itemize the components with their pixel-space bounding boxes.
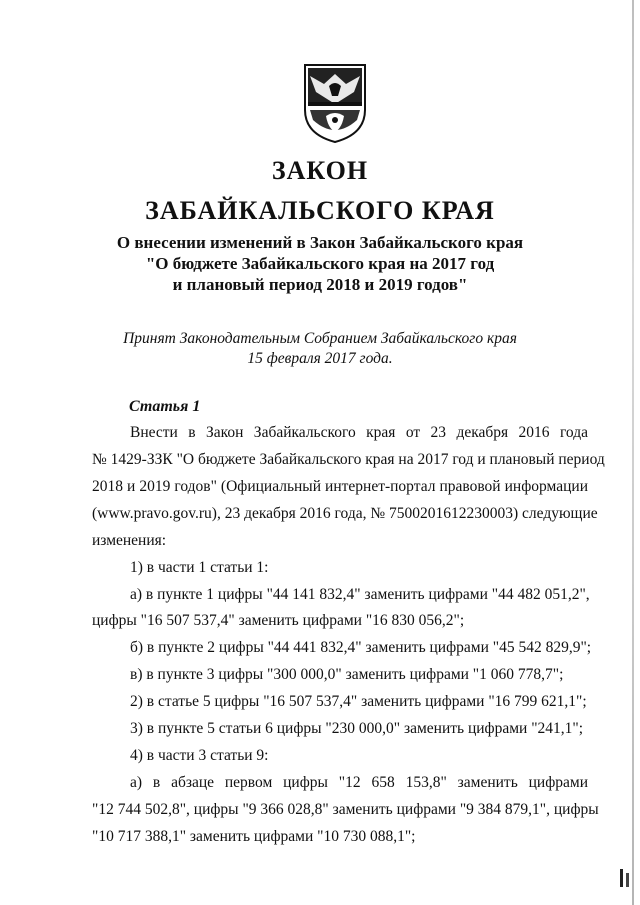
body-line: 4) в части 3 статьи 9: [130,747,269,764]
subtitle-line-2: "О бюджете Забайкальского края на 2017 год [145,254,495,273]
body-line: 3) в пункте 5 статьи 6 цифры "230 000,0" заменить цифрами "241,1"; [130,720,584,737]
subtitle-line-3: и плановый период 2018 и 2019 годов" [172,275,468,294]
subtitle-line-1: О внесении изменений в Закон Забайкальского края [116,233,524,252]
accepted-line-1: Принят Законодательным Собранием Забайкальского края [123,330,517,347]
coat-of-arms-icon [302,62,368,144]
law-title: ЗАКОН [271,156,369,185]
body-line: б) в пункте 2 цифры "44 441 832,4" заменить цифрами "45 542 829,9"; [130,639,592,656]
body-line: Внести в Закон Забайкальского края от 23 декабря 2016 года [130,424,588,441]
scan-edge [632,0,634,905]
body-line: в) в пункте 3 цифры "300 000,0" заменить цифрами "1 060 778,7"; [130,666,564,683]
body-line: а) в абзаце первом цифры "12 658 153,8" заменить цифрами [130,774,588,791]
body-line: 2018 и 2019 годов" (Официальный интернет-портал правовой информации [92,478,588,495]
scan-corner-mark-icon [618,867,632,889]
body-line: цифры "16 507 537,4" заменить цифрами "16 830 056,2"; [92,612,465,629]
body-line: "12 744 502,8", цифры "9 366 028,8" заменить цифрами "9 384 879,1", цифры [92,801,599,818]
body-line: № 1429-ЗЗК "О бюджете Забайкальского края на 2017 год и плановый период [92,451,605,468]
body-line: а) в пункте 1 цифры "44 141 832,4" заменить цифрами "44 482 051,2", [130,586,590,603]
body-line: 1) в части 1 статьи 1: [130,559,269,576]
article-heading: Статья 1 [129,398,201,415]
body-line: "10 717 388,1" заменить цифрами "10 730 088,1"; [92,828,416,845]
body-line: (www.pravo.gov.ru), 23 декабря 2016 года, № 7500201612230003) следующие [92,505,598,522]
region-title: ЗАБАЙКАЛЬСКОГО КРАЯ [145,196,495,225]
accepted-line-2: 15 февраля 2017 года. [247,350,393,367]
body-line: 2) в статье 5 цифры "16 507 537,4" заменить цифрами "16 799 621,1"; [130,693,587,710]
body-line: изменения: [92,532,167,549]
